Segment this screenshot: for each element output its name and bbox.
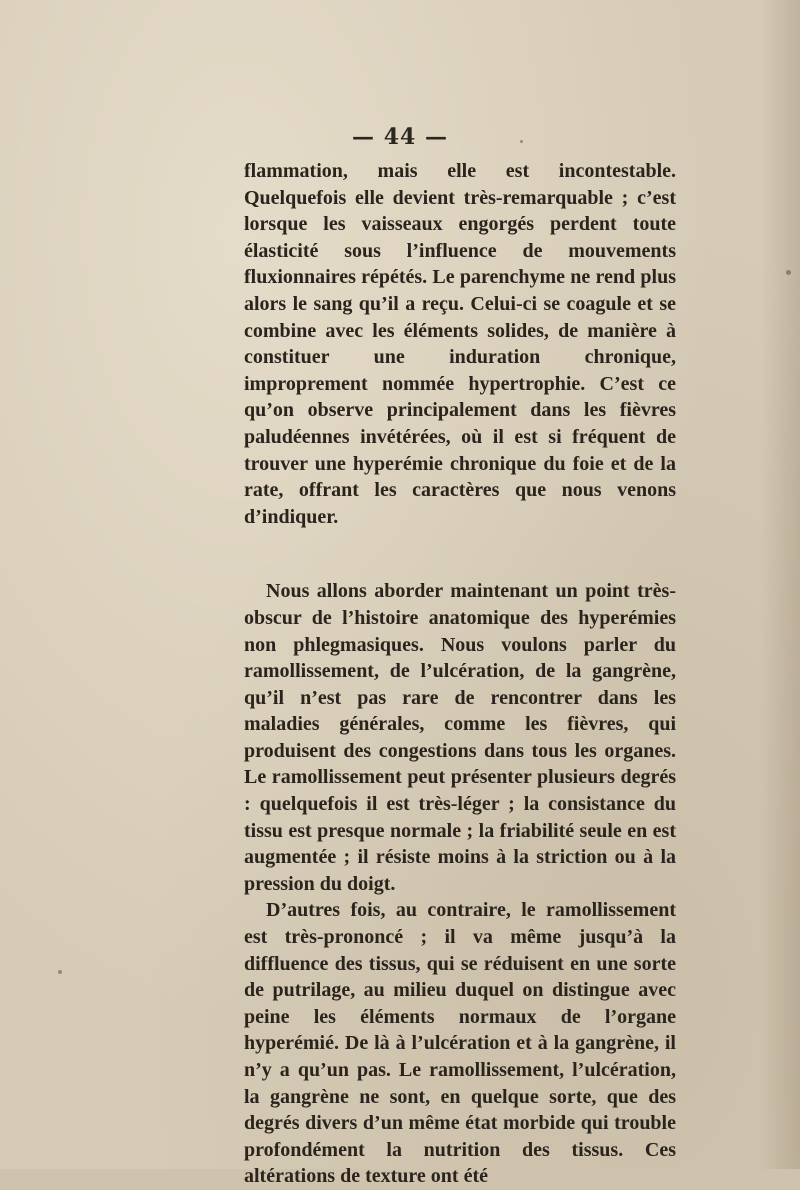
body-text	[244, 158, 676, 1190]
page-edge-shadow	[760, 0, 800, 1169]
paragraph-1: flammation, mais elle est incontestable. Quelquefois elle devient très-remarquable ; c’est lorsque les vaisseaux engorgés perdent toute élasticité sous l’influence de mouvements fluxionnaires répétés. Le parenchyme ne rend plus alors le sang qu’il a reçu. Celui-ci se coagule et se combine avec les éléments solides, de manière à constituer une induration chronique, improprement nommée hypertrophie. C’est ce qu’on observe principalement dans les fièvres paludéennes invétérées, où il est si fréquent de trouver une hyperémie chronique du foie et de la rate, offrant les caractères que nous venons d’indiquer.	[244, 160, 676, 528]
paper-speck	[786, 270, 791, 275]
paper-speck	[520, 140, 523, 143]
paragraph-3: D’autres fois, au contraire, le ramollissement est très-prononcé ; il va même jusqu’à la diffluence des tissus, qui se réduisent en une sorte de putrilage, au milieu duquel on distingue avec peine les éléments normaux de l’organe hyperémié. De là à l’ulcération et à la gangrène, il n’y a qu’un pas. Le ramollissement, l’ulcération, la gangrène ne sont, en quelque sorte, que des degrés divers d’un même état morbide qui trouble profondément la nutrition des tissus. Ces altérations de texture ont été	[244, 899, 676, 1188]
paragraph-2: Nous allons aborder maintenant un point très-obscur de l’histoire anatomique des hyperémies non phlegmasiques. Nous voulons parler du ramollissement, de l’ulcération, de la gangrène, qu’il n’est pas rare de rencontrer dans les maladies générales, comme les fièvres, qui produisent des congestions dans tous les organes. Le ramollissement peut présenter plusieurs degrés : quelquefois il est très-léger ; la consistance du tissu est presque normale ; la friabilité seule en est augmentée ; il résiste moins à la striction ou à la pression du doigt.	[244, 580, 676, 895]
page-number: — 44 —	[352, 124, 448, 150]
paper-speck	[58, 970, 62, 974]
